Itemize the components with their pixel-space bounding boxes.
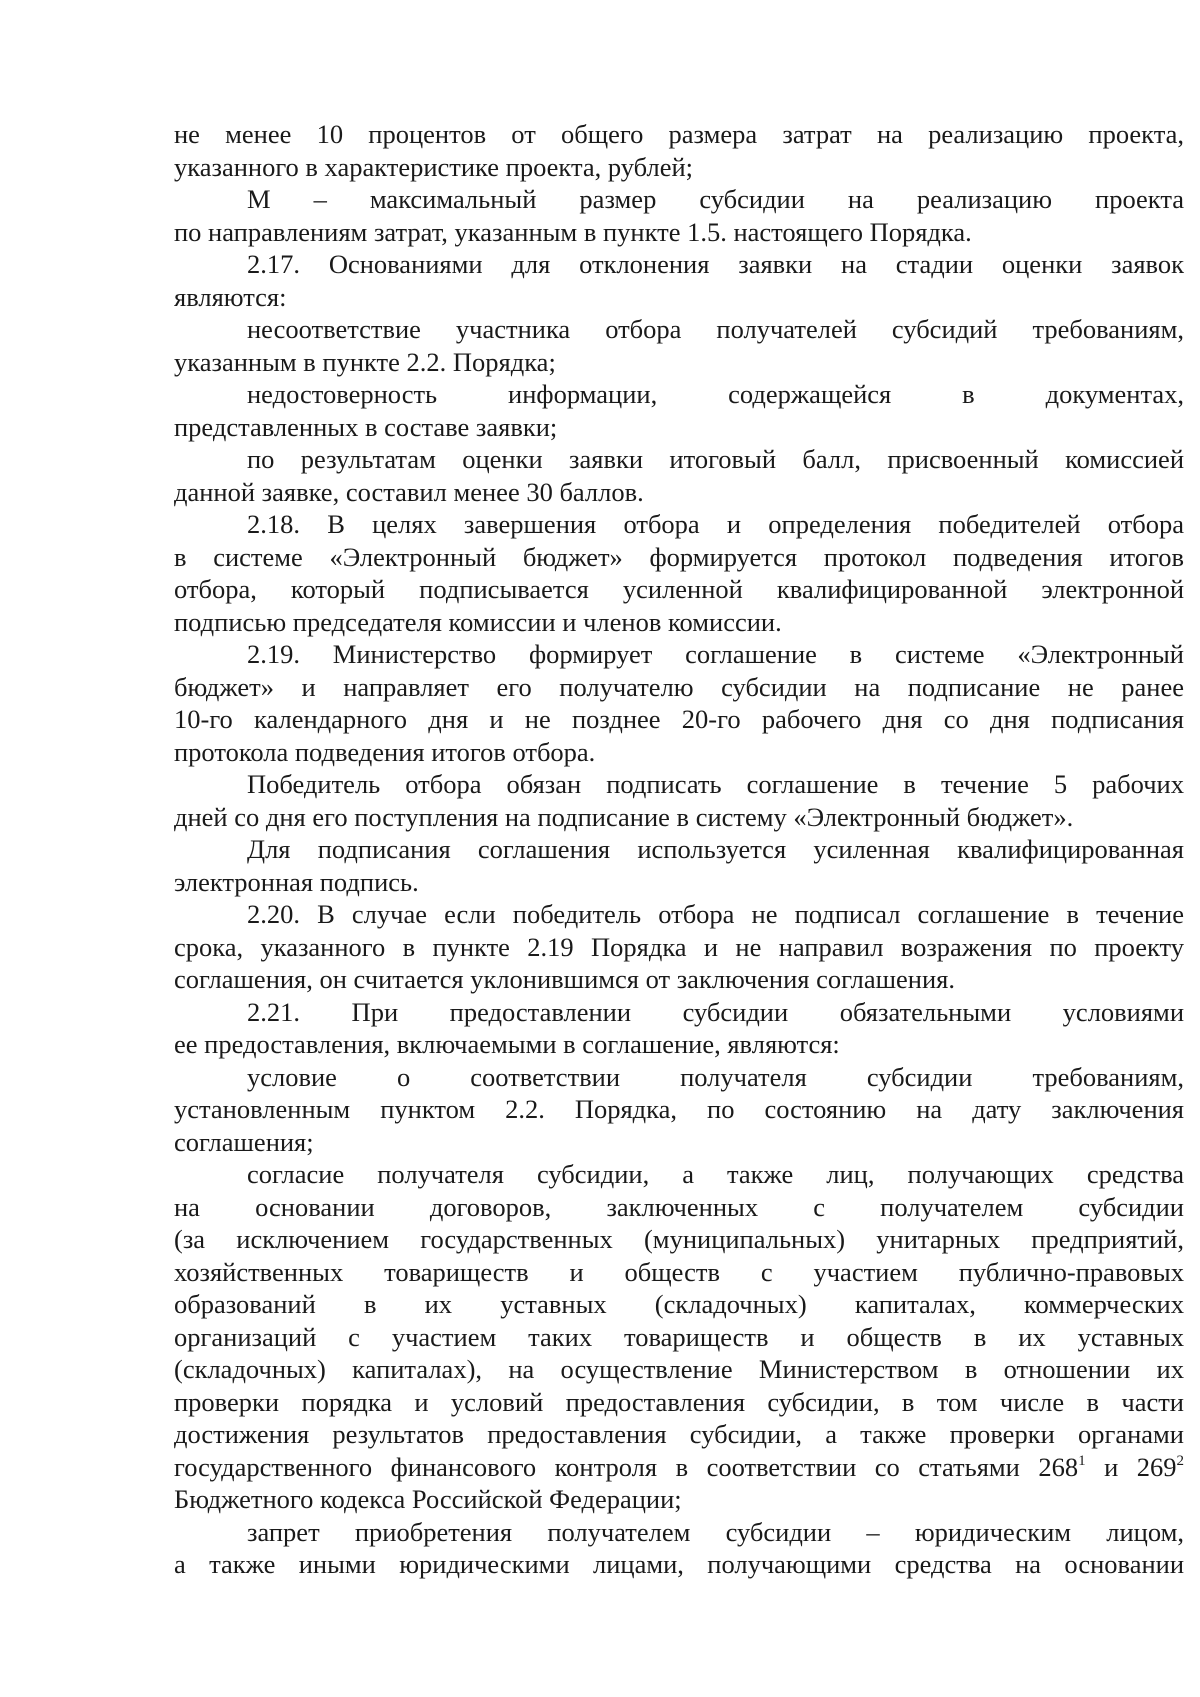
text-line: подписью председателя комиссии и членов комиссии. [174,606,782,637]
paragraph-2-19-line: 2.19. Министерство формирует соглашение в системе «Электронный [247,639,1184,669]
text-line: дней со дня его поступления на подписание в систему «Электронный бюджет». [174,801,1074,832]
text-line: данной заявке, составил менее 30 баллов. [174,476,644,507]
text-line: несоответствие участника отбора получателей субсидий требованиям, [247,314,1184,344]
text-line: достижения результатов предоставления субсидии, а также проверки органами [174,1419,1184,1449]
text-line: условие о соответствии получателя субсидии требованиям, [247,1061,1184,1092]
text-line: электронная подпись. [174,866,419,897]
text-line: ее предоставления, включаемыми в соглашение, являются: [174,1029,840,1059]
text-line: а также иными юридическими лицами, получающими средства на основании [174,1549,1184,1579]
text-line: в системе «Электронный бюджет» формируется протокол подведения итогов [174,541,1184,572]
text-line: проверки порядка и условий предоставления субсидии, в том числе в части [174,1386,1184,1417]
superscript: 1 [1078,1452,1086,1469]
conjunction-text: и 269 [1085,1451,1177,1482]
text-line: M – максимальный размер субсидии на реализацию проекта [247,184,1184,214]
text-line-main: государственного финансового контроля в соответствии со статьями 268 [174,1451,1079,1482]
text-line: указанного в характеристике проекта, рублей; [174,151,694,182]
paragraph-2-17-line: 2.17. Основаниями для отклонения заявки на стадии оценки заявок [247,249,1184,279]
text-line: указанным в пункте 2.2. Порядка; [174,346,556,377]
text-line: организаций с участием таких товариществ и обществ в их уставных [174,1321,1184,1352]
paragraph-2-21-line: 2.21. При предоставлении субсидии обязательными условиями [247,996,1184,1027]
text-line: представленных в составе заявки; [174,411,558,442]
text-line: запрет приобретения получателем субсидии – юридическим лицом, [247,1516,1184,1547]
text-line: (складочных) капиталах), на осуществление Министерством в отношении их [174,1354,1184,1384]
text-line: Победитель отбора обязан подписать соглашение в течение 5 рабочих [247,769,1184,799]
text-line: срока, указанного в пункте 2.19 Порядка и не направил возражения по проекту [174,931,1184,962]
text-line: являются: [174,281,287,312]
paragraph-2-20-line: 2.20. В случае если победитель отбора не подписал соглашение в течение [247,899,1184,929]
document-page [174,118,1184,1581]
text-line: (за исключением государственных (муниципальных) унитарных предприятий, [174,1224,1184,1254]
text-line: установленным пунктом 2.2. Порядка, по состоянию на дату заключения [174,1094,1184,1124]
text-line: согласие получателя субсидии, а также лиц, получающих средства [247,1159,1184,1189]
text-line: Для подписания соглашения используется усиленная квалифицированная [247,834,1184,864]
text-line: хозяйственных товариществ и обществ с участием публично-правовых [174,1256,1184,1287]
text-line: по результатам оценки заявки итоговый балл, присвоенный комиссией [247,444,1184,474]
text-line: 10-го календарного дня и не позднее 20-го рабочего дня со дня подписания [174,704,1184,734]
text-line: бюджет» и направляет его получателю субсидии на подписание не ранее [174,671,1184,702]
text-line: образований в их уставных (складочных) капиталах, коммерческих [174,1289,1184,1319]
text-line-with-superscripts [174,1451,1184,1484]
text-line: отбора, который подписывается усиленной квалифицированной электронной [174,574,1184,604]
text-line: соглашения, он считается уклонившимся от заключения соглашения. [174,964,955,994]
text-line: недостоверность информации, содержащейся в документах, [247,379,1184,409]
superscript: 2 [1176,1452,1184,1469]
text-line: Бюджетного кодекса Российской Федерации; [174,1484,682,1514]
text-line: протокола подведения итогов отбора. [174,736,596,767]
text-line: на основании договоров, заключенных с получателем субсидии [174,1191,1184,1222]
paragraph-2-18-line: 2.18. В целях завершения отбора и определения победителей отбора [247,509,1184,539]
text-line: соглашения; [174,1126,314,1157]
text-line: не менее 10 процентов от общего размера затрат на реализацию проекта, [174,119,1184,149]
text-line: по направлениям затрат, указанным в пункте 1.5. настоящего Порядка. [174,216,972,247]
